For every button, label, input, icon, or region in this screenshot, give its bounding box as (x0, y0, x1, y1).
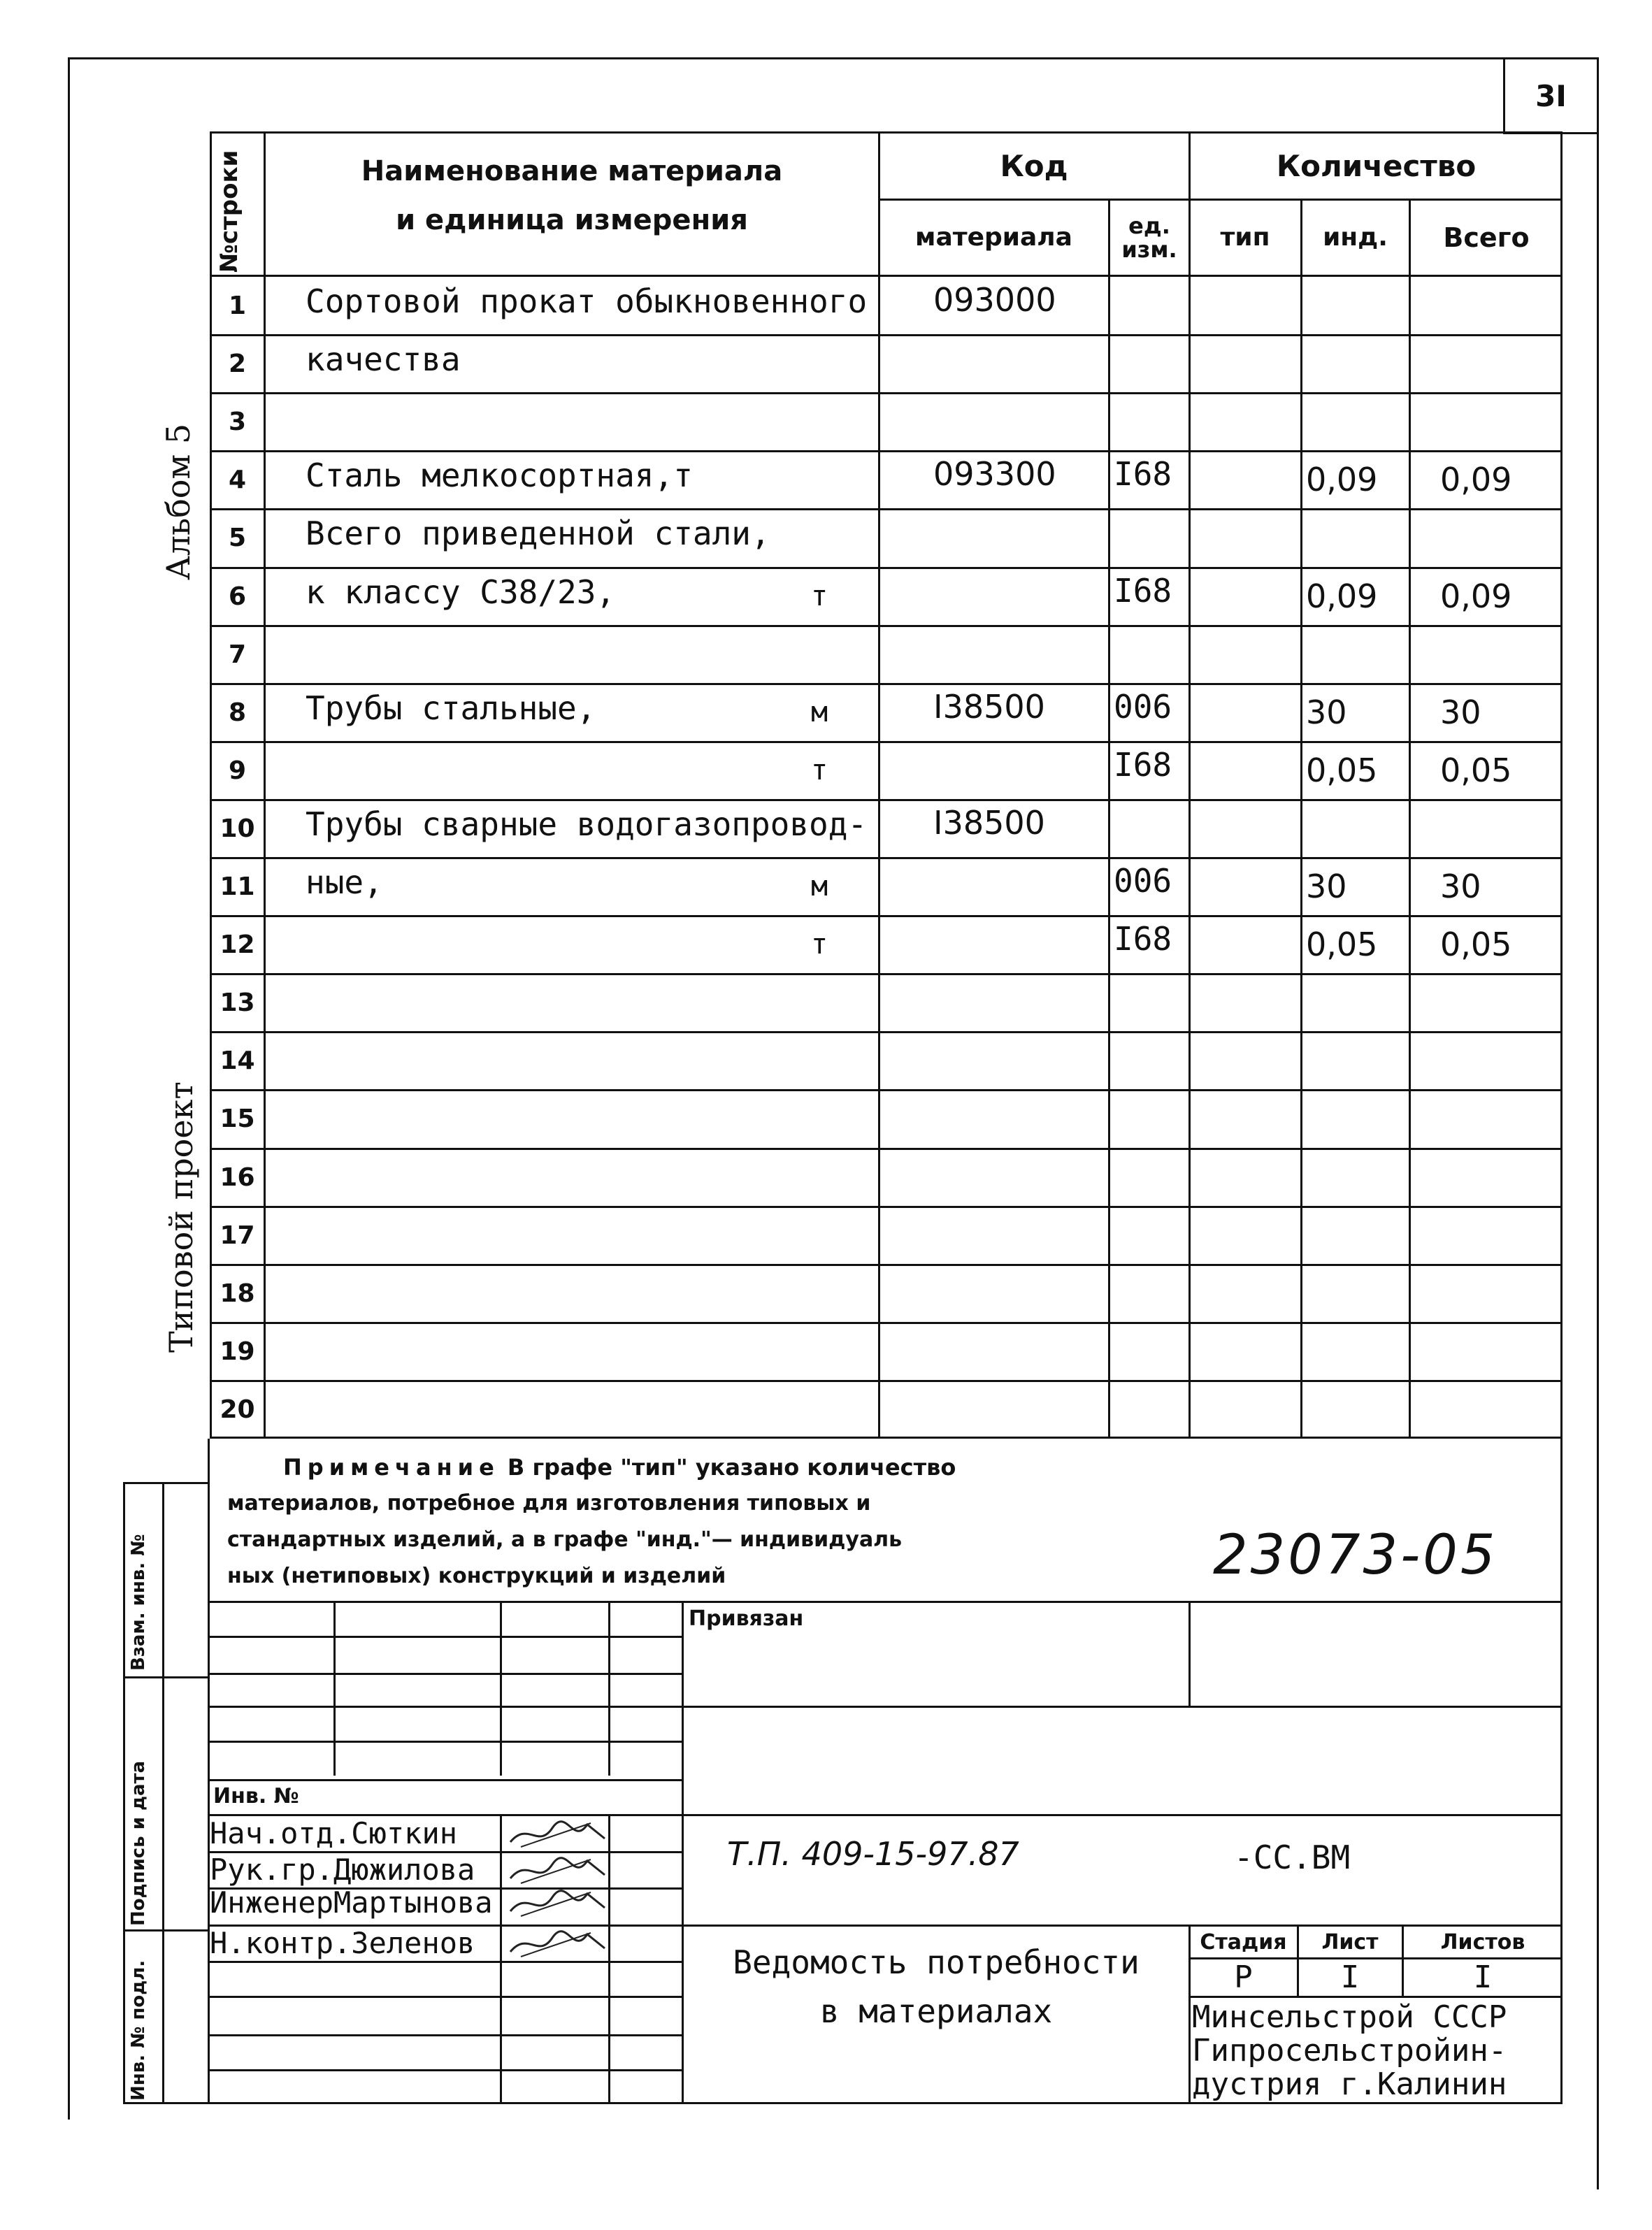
measure-code: 006 (1114, 687, 1172, 726)
material-code: I38500 (933, 687, 1045, 726)
material-name: к классу С38/23, (306, 573, 616, 611)
bottom-left-border (208, 1439, 210, 2104)
header-qty-ind: инд. (1323, 223, 1388, 252)
qty-ind: 30 (1306, 693, 1347, 731)
material-code: 093300 (933, 455, 1056, 494)
sheet-value: I (1340, 1959, 1360, 1995)
col-line-total (1409, 199, 1411, 1439)
material-code: I38500 (933, 803, 1045, 842)
page-number: 3I (1535, 78, 1567, 113)
left-strip-divider (162, 1482, 164, 2104)
qty-ind: 0,05 (1306, 926, 1378, 964)
project-label: Типовой проект (162, 1081, 200, 1353)
row-divider (210, 1089, 1563, 1091)
qty-total: 0,05 (1440, 926, 1512, 964)
row-number: 4 (228, 466, 247, 495)
row-number: 7 (228, 640, 247, 669)
col-line-name (264, 131, 266, 1439)
header-code: Код (1000, 148, 1068, 183)
material-name: Всего приведенной стали, (306, 515, 770, 553)
material-name: ные, (306, 863, 383, 901)
material-unit: м (811, 696, 828, 728)
staff-name: Дюжилова (333, 1853, 475, 1887)
vzam-inv-label: Взам. инв. № (128, 1534, 149, 1671)
header-code-unit: ед. изм. (1121, 212, 1177, 263)
sheet-label: Лист (1321, 1929, 1379, 1955)
material-name: Трубы сварные водогазопровод- (306, 805, 868, 843)
row-divider (210, 1380, 1563, 1382)
row-divider (210, 973, 1563, 975)
left-strip-line2 (123, 1929, 210, 1932)
staff-name: Зеленов (351, 1926, 475, 1960)
header-quantity: Количество (1276, 148, 1477, 183)
row-divider (210, 508, 1563, 510)
org-line1: Минсельстрой СССР (1192, 1999, 1507, 2035)
material-name: Сталь мелкосортная,т (306, 456, 693, 495)
podpis-data-label: Подпись и дата (128, 1760, 149, 1926)
header-qty-type: тип (1220, 223, 1270, 252)
qty-ind: 30 (1306, 868, 1347, 905)
row-number: 18 (220, 1279, 255, 1308)
staff-row (210, 1885, 493, 1920)
staff-row (210, 1816, 457, 1850)
frame-top (68, 57, 1599, 59)
qty-total: 0,09 (1440, 461, 1512, 499)
header-code-material: материала (915, 223, 1072, 252)
sheets-label: Листов (1440, 1929, 1525, 1955)
qty-ind: 0,09 (1306, 461, 1378, 499)
measure-code: I68 (1114, 455, 1172, 494)
row-divider (210, 334, 1563, 336)
row-divider (210, 625, 1563, 627)
row-divider (210, 799, 1563, 801)
row-divider (210, 1148, 1563, 1150)
row-divider (210, 1031, 1563, 1033)
row-number: 2 (228, 350, 247, 379)
note-line1 (283, 1454, 956, 1481)
left-strip-line1 (123, 1676, 210, 1678)
note-line2: материалов, потребное для изготовления типовых и (227, 1491, 871, 1516)
material-name: Сортовой прокат обыкновенного (306, 282, 868, 320)
header-qty-total: Всего (1443, 222, 1530, 253)
row-number: 13 (220, 988, 255, 1018)
qty-total: 0,05 (1440, 751, 1512, 789)
measure-code: I68 (1114, 745, 1172, 784)
row-number: 1 (228, 292, 247, 321)
note-text1: В графе "тип" указано количество (507, 1454, 956, 1481)
signature-icon (507, 1927, 612, 1962)
staff-row (210, 1926, 475, 1960)
row-number: 11 (220, 872, 255, 902)
row-number: 12 (220, 930, 255, 960)
frame-right (1597, 57, 1599, 2189)
row-number: 15 (220, 1105, 255, 1134)
sheets-value: I (1473, 1959, 1493, 1995)
org-line3: дустрия г.Калинин (1192, 2066, 1507, 2102)
doc-title-line2: в материалах (819, 1992, 1053, 2030)
row-divider (210, 1206, 1563, 1208)
col-line-qty (1188, 131, 1191, 1439)
qty-total: 30 (1440, 693, 1481, 731)
staff-name: Сюткин (351, 1816, 458, 1850)
row-divider (210, 1322, 1563, 1324)
row-number: 19 (220, 1337, 255, 1366)
row-number: 14 (220, 1046, 255, 1076)
measure-code: I68 (1114, 920, 1172, 958)
designation-code: -СС.ВМ (1234, 1839, 1351, 1876)
measure-code: I68 (1114, 571, 1172, 610)
material-code: 093000 (933, 281, 1056, 319)
qty-total: 30 (1440, 868, 1481, 905)
row-divider (210, 567, 1563, 569)
material-name: качества (306, 340, 461, 379)
note-title: Примечание (283, 1454, 500, 1481)
row-number: 17 (220, 1221, 255, 1250)
row-divider (210, 915, 1563, 917)
signature-icon (507, 1818, 612, 1853)
privyazan-label: Привязан (689, 1606, 804, 1631)
material-unit: т (811, 580, 828, 612)
row-divider (210, 741, 1563, 743)
doc-number: 23073-05 (1213, 1524, 1498, 1587)
inv-no-label: Инв. № (213, 1784, 299, 1808)
material-unit: м (811, 870, 828, 902)
measure-code: 006 (1114, 862, 1172, 900)
header-bottom-line (210, 275, 1563, 277)
header-name-line1: Наименование материала (361, 155, 783, 187)
row-number: 20 (220, 1395, 255, 1424)
col-line-ind (1300, 199, 1302, 1439)
row-number: 6 (228, 582, 247, 611)
row-number: 10 (220, 814, 255, 843)
row-number: 3 (228, 408, 247, 437)
row-number: 8 (228, 698, 247, 727)
qty-total: 0,09 (1440, 577, 1512, 615)
note-line4: ных (нетиповых) конструкций и изделий (227, 1564, 726, 1588)
row-number: 16 (220, 1163, 255, 1192)
bottom-right-border (1560, 1439, 1563, 2104)
staff-role: Рук.гр. (210, 1853, 334, 1887)
designation-hand: Т.П. 409-15-97.87 (727, 1835, 1019, 1873)
row-number: 9 (228, 756, 247, 785)
inv-podl-label: Инв. № подл. (128, 1959, 149, 2101)
row-divider (210, 392, 1563, 394)
staff-role: Инженер (210, 1885, 334, 1920)
col-line-meas (1108, 199, 1110, 1439)
qty-ind: 0,09 (1306, 577, 1378, 615)
row-divider (210, 450, 1563, 452)
album-label: Альбом 5 (159, 423, 197, 580)
material-unit: т (811, 754, 828, 786)
col-line-code (878, 131, 880, 1439)
row-divider (210, 857, 1563, 859)
signature-icon (507, 1887, 612, 1922)
header-name-line2: и единица измерения (396, 204, 748, 236)
header-row-no: №строки (215, 150, 243, 273)
stage-label: Стадия (1200, 1929, 1287, 1955)
row-divider (210, 683, 1563, 685)
frame-left (68, 57, 70, 2120)
row-number: 5 (228, 524, 247, 553)
signature-icon (507, 1854, 612, 1889)
staff-role: Н.контр. (210, 1926, 352, 1960)
bottom-border (208, 2102, 1563, 2104)
staff-row (210, 1853, 475, 1887)
staff-name: Мартынова (333, 1885, 493, 1920)
staff-role: Нач.отд. (210, 1816, 352, 1850)
org-line2: Гипросельстройин- (1192, 2033, 1507, 2069)
doc-title-line1: Ведомость потребности (733, 1943, 1140, 1981)
row-divider (210, 1264, 1563, 1266)
material-unit: т (811, 928, 828, 961)
note-line3: стандартных изделий, а в графе "инд."— индивидуаль (227, 1527, 903, 1552)
qty-ind: 0,05 (1306, 751, 1378, 789)
stage-value: Р (1234, 1959, 1253, 1995)
material-name: Трубы стальные, (306, 689, 596, 727)
